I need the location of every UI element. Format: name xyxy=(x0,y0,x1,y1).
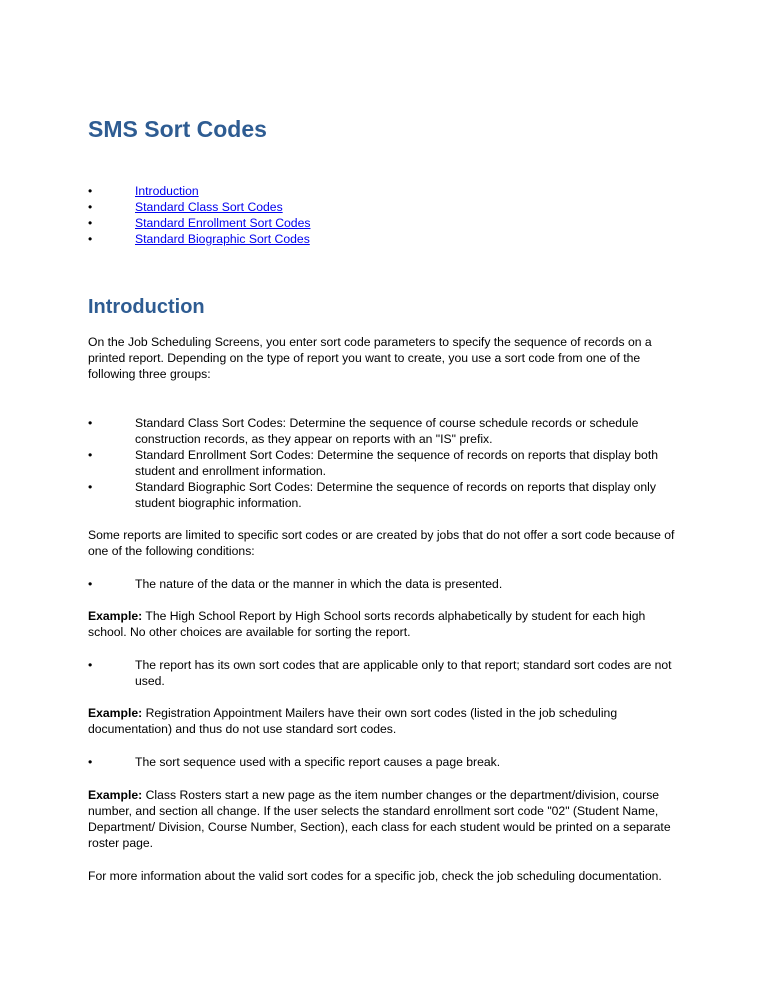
table-of-contents xyxy=(88,183,310,247)
toc-item xyxy=(88,231,310,247)
example-paragraph-2 xyxy=(88,705,686,737)
conditions-paragraph: Some reports are limited to specific sort codes or are created by jobs that do not offer a sort code because of one of the following conditions: xyxy=(88,528,675,558)
example-label: Example: xyxy=(88,609,143,623)
toc-item xyxy=(88,199,310,215)
toc-item xyxy=(88,215,310,231)
sort-code-groups-list xyxy=(88,415,678,511)
example-text: Registration Appointment Mailers have their own sort codes (listed in the job scheduling documentation) and thus do not use standard sort codes. xyxy=(88,706,618,736)
toc-link-enrollment-sort-codes[interactable]: Standard Enrollment Sort Codes xyxy=(135,216,311,230)
condition-list-1 xyxy=(88,576,678,592)
condition-list-3 xyxy=(88,754,678,770)
list-item: • Standard Class Sort Codes: Determine the sequence of course schedule records or schedule construction records, as they appear on reports with an "IS" prefix. xyxy=(88,415,678,447)
example-paragraph-1 xyxy=(88,608,686,640)
more-info-paragraph: For more information about the valid sort codes for a specific job, check the job scheduling documentation. xyxy=(88,869,662,883)
list-item: • The sort sequence used with a specific report causes a page break. xyxy=(88,754,678,770)
list-item: • Standard Enrollment Sort Codes: Determine the sequence of records on reports that display both student and enrollment information. xyxy=(88,447,678,479)
example-text: Class Rosters start a new page as the item number changes or the department/division, course number, and section all change. If the user selects the standard enrollment sort code "02" (Student Name, Department/ Division, Course Number, Section), each class for each student would be printed on a separate roster page. xyxy=(88,788,671,850)
list-item: • The nature of the data or the manner in which the data is presented. xyxy=(88,576,678,592)
example-paragraph-3 xyxy=(88,787,686,851)
example-text: The High School Report by High School sorts records alphabetically by student for each high school. No other choices are available for sorting the report. xyxy=(88,609,646,639)
toc-link-biographic-sort-codes[interactable]: Standard Biographic Sort Codes xyxy=(135,232,310,246)
example-label: Example: xyxy=(88,706,143,720)
list-item: • Standard Biographic Sort Codes: Determine the sequence of records on reports that display only student biographic information. xyxy=(88,479,678,511)
page-title: SMS Sort Codes xyxy=(88,116,267,142)
toc-item xyxy=(88,183,310,199)
introduction-heading: Introduction xyxy=(88,296,205,318)
condition-list-2 xyxy=(88,657,678,689)
list-item: • The report has its own sort codes that are applicable only to that report; standard sort codes are not used. xyxy=(88,657,678,689)
intro-paragraph: On the Job Scheduling Screens, you enter sort code parameters to specify the sequence of records on a printed report. Depending on the type of report you want to create, you use a sort code from one of the following three groups: xyxy=(88,335,652,381)
toc-link-class-sort-codes[interactable]: Standard Class Sort Codes xyxy=(135,200,283,214)
toc-link-introduction[interactable]: Introduction xyxy=(135,184,199,198)
example-label: Example: xyxy=(88,788,143,802)
